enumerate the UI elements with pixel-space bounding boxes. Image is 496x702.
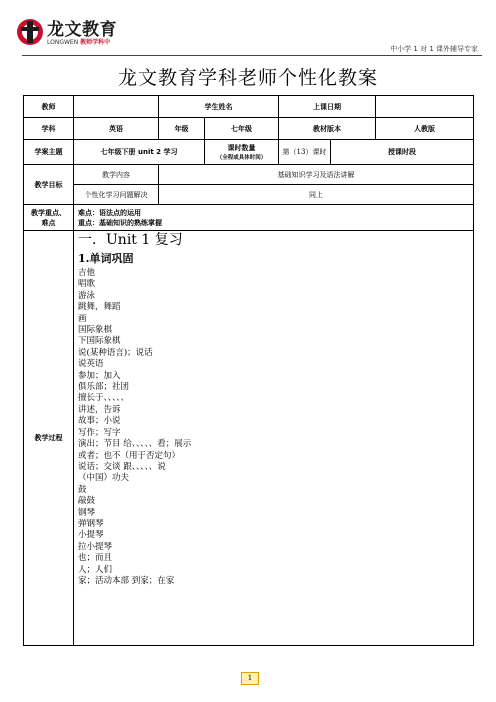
goals-content-value: 基础知识学习及语法讲解 [159,165,474,185]
goals-row-personal [24,185,474,205]
header-tagline: 中小学 1 对 1 课外辅导专家 [390,45,478,53]
period-label: 授课时段 [331,140,474,165]
process-label: 教学过程 [24,231,74,646]
vocabulary-item: 说(某种语言)；说话 [78,347,153,358]
logo-icon [15,15,45,49]
process-content [74,231,474,646]
subject-value: 英语 [74,118,159,140]
key-point-difficulty: 难点：语法点的运用 [78,208,141,217]
key-points-label-line2: 难点 [41,218,56,227]
goals-label: 教学目标 [24,165,74,205]
vocabulary-item: 家；活动本部 到家；在家 [78,575,175,586]
key-points-label [24,205,74,231]
class-date-value[interactable] [376,96,474,118]
vocabulary-item: 故事；小说 [78,416,121,427]
grade-label: 年级 [159,118,205,140]
vocabulary-item: 唱歌 [78,279,96,290]
vocabulary-list [78,268,473,587]
vocabulary-item: 敲鼓 [78,496,96,507]
lesson-plan-table [23,95,474,646]
vocabulary-item: 钢琴 [78,507,96,518]
document-title: 龙文教育学科老师个性化教案 [117,67,378,89]
goals-row-content [24,165,474,185]
header-divider [22,55,482,56]
student-name-label: 学生姓名 [159,96,279,118]
logo-title: 龙文教育 [47,20,117,40]
goals-content-key: 教学内容 [74,165,159,185]
logo-subtitle-cn: 教师学科中 [80,39,111,46]
info-row-subject [24,118,474,140]
class-date-label: 上课日期 [279,96,376,118]
page-number: 1 [241,672,259,685]
goals-personal-value: 同上 [159,185,474,205]
vocabulary-item: 演出；节目 给、、、、、看；展示 [78,439,192,450]
vocabulary-item: 人；人们 [78,564,113,575]
grade-value: 七年级 [205,118,279,140]
vocabulary-item: 下国际象棋 [78,336,121,347]
subject-label: 学科 [24,118,74,140]
key-points-row [24,205,474,231]
vocabulary-item: 跳舞，舞蹈 [78,302,121,313]
vocabulary-item: 讲述，告诉 [78,404,121,415]
subsection-title: 1.单词巩固 [78,252,134,265]
vocabulary-item: 弹钢琴 [78,518,104,529]
logo [15,13,135,51]
hours-value: 第（13）课时 [279,140,331,165]
hours-label: 课时数量 [227,144,256,152]
vocabulary-item: 国际象棋 [78,325,113,336]
vocabulary-item: 小提琴 [78,530,104,541]
process-row [24,231,474,646]
goals-personal-key: 个性化学习问题解决 [74,185,159,205]
logo-subtitle-en: LONGWEN [47,39,79,46]
info-row-theme [24,140,474,165]
logo-subtitle [47,37,110,46]
hours-label-cell [205,140,279,165]
vocabulary-item: 说话；交谈 跟、、、、、说 [78,461,166,472]
vocabulary-item: 写作；写字 [78,427,121,438]
vocabulary-item: 吉他 [78,268,96,278]
vocabulary-item: 拉小提琴 [78,541,113,552]
vocabulary-item: 游泳 [78,290,96,301]
key-point-focus: 重点：基础知识的熟练掌握 [78,218,162,227]
edition-value: 人教版 [376,118,474,140]
info-row-teacher [24,96,474,118]
teacher-value[interactable] [74,96,159,118]
key-points-content [74,205,474,231]
vocabulary-item: 画 [78,313,87,324]
teacher-label: 教师 [24,96,74,118]
vocabulary-item: （中国）功夫 [78,473,130,484]
vocabulary-item: 或者；也不（用于否定句） [78,450,181,461]
vocabulary-item: 也；而且 [78,553,113,564]
vocabulary-item: 说英语 [78,359,104,370]
key-points-label-line1: 教学重点、 [31,208,66,217]
vocabulary-item: 鼓 [78,484,87,495]
hours-sublabel: （全程或具体时间） [216,155,267,161]
vocabulary-item: 擅长于、、、、、 [78,393,130,404]
edition-label: 教材版本 [279,118,376,140]
theme-label: 学案主题 [24,140,74,165]
section-title: 一．Unit 1 复习 [78,232,183,248]
vocabulary-item: 俱乐部；社团 [78,382,130,393]
theme-value: 七年级下册 unit 2 学习 [74,140,205,165]
vocabulary-item: 参加；加入 [78,370,121,381]
